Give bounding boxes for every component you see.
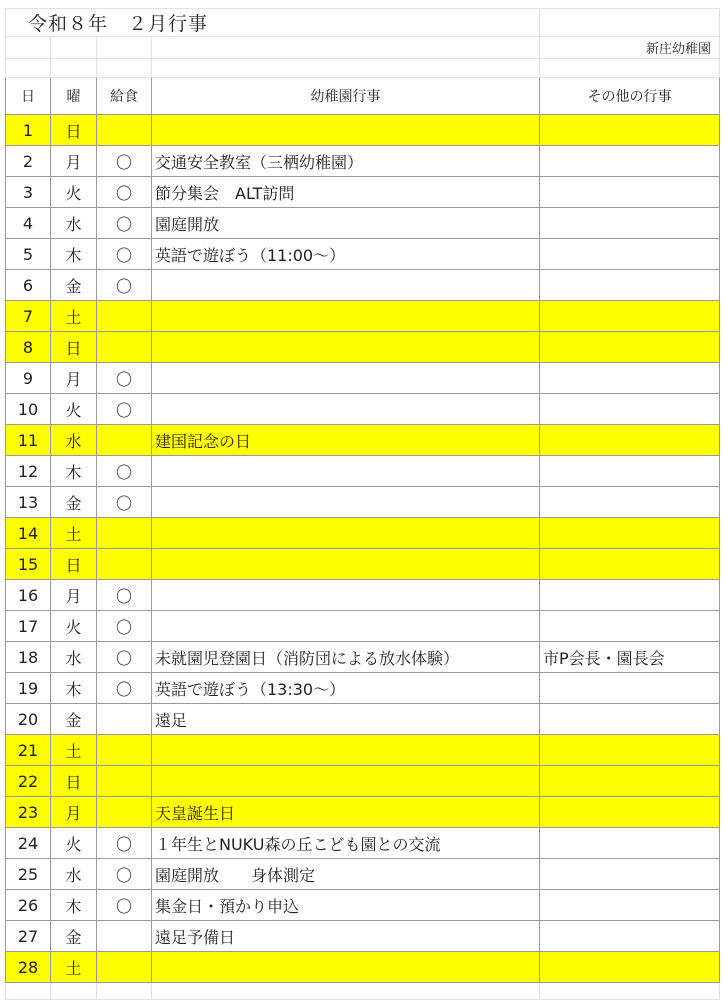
lunch-cell[interactable] bbox=[97, 518, 152, 549]
weekday-cell[interactable]: 水 bbox=[51, 859, 97, 890]
table-row bbox=[6, 549, 720, 580]
table-row bbox=[6, 518, 720, 549]
header-weekday[interactable]: 曜 bbox=[51, 78, 97, 115]
cell[interactable] bbox=[152, 983, 540, 1000]
event-cell[interactable]: 未就園児登園日（消防団による放水体験） bbox=[152, 642, 540, 673]
event-cell[interactable]: 英語で遊ぼう（13:30～） bbox=[152, 673, 540, 704]
other-event-cell[interactable] bbox=[540, 611, 720, 642]
weekday-cell[interactable]: 日 bbox=[51, 766, 97, 797]
weekday-cell[interactable]: 土 bbox=[51, 735, 97, 766]
day-cell[interactable]: 17 bbox=[6, 611, 51, 642]
event-cell[interactable] bbox=[152, 115, 540, 146]
weekday-cell[interactable]: 木 bbox=[51, 673, 97, 704]
other-event-cell[interactable] bbox=[540, 208, 720, 239]
header-day[interactable]: 日 bbox=[6, 78, 51, 115]
lunch-cell[interactable]: 〇 bbox=[97, 270, 152, 301]
weekday-cell[interactable]: 木 bbox=[51, 456, 97, 487]
event-cell[interactable] bbox=[152, 456, 540, 487]
table-row bbox=[6, 580, 720, 611]
event-cell[interactable] bbox=[152, 735, 540, 766]
table-row bbox=[6, 115, 720, 146]
event-cell[interactable]: 集金日・預かり申込 bbox=[152, 890, 540, 921]
weekday-cell[interactable]: 火 bbox=[51, 828, 97, 859]
other-event-cell[interactable] bbox=[540, 518, 720, 549]
event-cell[interactable] bbox=[152, 952, 540, 983]
other-event-cell[interactable] bbox=[540, 673, 720, 704]
page-title[interactable]: 令和８年 ２月行事 bbox=[6, 9, 540, 37]
lunch-cell[interactable] bbox=[97, 332, 152, 363]
other-event-cell[interactable] bbox=[540, 766, 720, 797]
header-other-events[interactable]: その他の行事 bbox=[540, 78, 720, 115]
weekday-cell[interactable]: 日 bbox=[51, 332, 97, 363]
table-row bbox=[6, 425, 720, 456]
other-event-cell[interactable] bbox=[540, 828, 720, 859]
lunch-cell[interactable] bbox=[97, 704, 152, 735]
lunch-cell[interactable] bbox=[97, 766, 152, 797]
day-cell[interactable]: 15 bbox=[6, 549, 51, 580]
other-event-cell[interactable] bbox=[540, 487, 720, 518]
weekday-cell[interactable]: 金 bbox=[51, 921, 97, 952]
day-cell[interactable]: 11 bbox=[6, 425, 51, 456]
event-cell[interactable] bbox=[152, 487, 540, 518]
footer bbox=[6, 983, 720, 1000]
event-cell[interactable] bbox=[152, 301, 540, 332]
title-empty-cell[interactable] bbox=[540, 9, 720, 37]
event-cell[interactable] bbox=[152, 394, 540, 425]
table-row bbox=[6, 859, 720, 890]
event-cell[interactable] bbox=[152, 766, 540, 797]
cell[interactable] bbox=[51, 37, 97, 59]
other-event-cell[interactable] bbox=[540, 580, 720, 611]
weekday-cell[interactable]: 木 bbox=[51, 239, 97, 270]
blank-footer-row bbox=[6, 983, 720, 1000]
weekday-cell[interactable]: 火 bbox=[51, 611, 97, 642]
cell[interactable] bbox=[540, 983, 720, 1000]
event-cell[interactable] bbox=[152, 363, 540, 394]
lunch-cell[interactable]: 〇 bbox=[97, 859, 152, 890]
weekday-cell[interactable]: 土 bbox=[51, 301, 97, 332]
weekday-cell[interactable]: 水 bbox=[51, 425, 97, 456]
day-cell[interactable]: 24 bbox=[6, 828, 51, 859]
weekday-cell[interactable]: 金 bbox=[51, 270, 97, 301]
cell[interactable] bbox=[51, 59, 97, 78]
other-event-cell[interactable] bbox=[540, 301, 720, 332]
event-cell[interactable]: 園庭開放 身体測定 bbox=[152, 859, 540, 890]
day-cell[interactable]: 13 bbox=[6, 487, 51, 518]
day-cell[interactable]: 20 bbox=[6, 704, 51, 735]
cell[interactable] bbox=[6, 983, 51, 1000]
weekday-cell[interactable]: 日 bbox=[51, 115, 97, 146]
cell[interactable] bbox=[152, 59, 540, 78]
table-row bbox=[6, 208, 720, 239]
event-cell[interactable] bbox=[152, 580, 540, 611]
other-event-cell[interactable] bbox=[540, 363, 720, 394]
lunch-cell[interactable]: 〇 bbox=[97, 239, 152, 270]
other-event-cell[interactable] bbox=[540, 394, 720, 425]
lunch-cell[interactable] bbox=[97, 115, 152, 146]
other-event-cell[interactable] bbox=[540, 890, 720, 921]
lunch-cell[interactable]: 〇 bbox=[97, 487, 152, 518]
event-cell[interactable]: 交通安全教室（三栖幼稚園） bbox=[152, 146, 540, 177]
cell[interactable] bbox=[6, 59, 51, 78]
table-row bbox=[6, 673, 720, 704]
other-event-cell[interactable] bbox=[540, 456, 720, 487]
cell[interactable] bbox=[97, 59, 152, 78]
other-event-cell[interactable] bbox=[540, 332, 720, 363]
other-event-cell[interactable] bbox=[540, 425, 720, 456]
weekday-cell[interactable]: 火 bbox=[51, 394, 97, 425]
school-name[interactable]: 新庄幼稚園 bbox=[540, 37, 720, 59]
lunch-cell[interactable] bbox=[97, 952, 152, 983]
cell[interactable] bbox=[540, 59, 720, 78]
day-cell[interactable]: 19 bbox=[6, 673, 51, 704]
event-cell[interactable] bbox=[152, 518, 540, 549]
table-row bbox=[6, 270, 720, 301]
day-cell[interactable]: 27 bbox=[6, 921, 51, 952]
lunch-cell[interactable]: 〇 bbox=[97, 580, 152, 611]
table-row bbox=[6, 704, 720, 735]
day-cell[interactable]: 9 bbox=[6, 363, 51, 394]
table-row bbox=[6, 363, 720, 394]
other-event-cell[interactable] bbox=[540, 704, 720, 735]
event-cell[interactable]: 園庭開放 bbox=[152, 208, 540, 239]
lunch-cell[interactable]: 〇 bbox=[97, 208, 152, 239]
event-cell[interactable]: 遠足予備日 bbox=[152, 921, 540, 952]
cell[interactable] bbox=[152, 37, 540, 59]
other-event-cell[interactable] bbox=[540, 177, 720, 208]
event-cell[interactable] bbox=[152, 549, 540, 580]
other-event-cell[interactable] bbox=[540, 952, 720, 983]
lunch-cell[interactable]: 〇 bbox=[97, 363, 152, 394]
cell[interactable] bbox=[6, 37, 51, 59]
day-cell[interactable]: 4 bbox=[6, 208, 51, 239]
other-event-cell[interactable] bbox=[540, 115, 720, 146]
lunch-cell[interactable]: 〇 bbox=[97, 177, 152, 208]
lunch-cell[interactable] bbox=[97, 921, 152, 952]
other-event-cell[interactable] bbox=[540, 549, 720, 580]
day-cell[interactable]: 28 bbox=[6, 952, 51, 983]
day-cell[interactable]: 14 bbox=[6, 518, 51, 549]
cell[interactable] bbox=[97, 983, 152, 1000]
other-event-cell[interactable] bbox=[540, 239, 720, 270]
table-row bbox=[6, 301, 720, 332]
day-cell[interactable]: 5 bbox=[6, 239, 51, 270]
day-cell[interactable]: 1 bbox=[6, 115, 51, 146]
event-cell[interactable]: 節分集会 ALT訪問 bbox=[152, 177, 540, 208]
header-row bbox=[6, 78, 720, 115]
header-lunch[interactable]: 給食 bbox=[97, 78, 152, 115]
event-cell[interactable] bbox=[152, 611, 540, 642]
lunch-cell[interactable] bbox=[97, 425, 152, 456]
day-cell[interactable]: 2 bbox=[6, 146, 51, 177]
table-row bbox=[6, 239, 720, 270]
table-row bbox=[6, 890, 720, 921]
weekday-cell[interactable]: 月 bbox=[51, 363, 97, 394]
lunch-cell[interactable]: 〇 bbox=[97, 673, 152, 704]
lunch-cell[interactable] bbox=[97, 549, 152, 580]
event-cell[interactable]: 英語で遊ぼう（11:00～） bbox=[152, 239, 540, 270]
weekday-cell[interactable]: 金 bbox=[51, 487, 97, 518]
cell[interactable] bbox=[97, 37, 152, 59]
weekday-cell[interactable]: 金 bbox=[51, 704, 97, 735]
day-cell[interactable]: 7 bbox=[6, 301, 51, 332]
lunch-cell[interactable] bbox=[97, 797, 152, 828]
day-cell[interactable]: 3 bbox=[6, 177, 51, 208]
blank-row bbox=[6, 59, 720, 78]
other-event-cell[interactable] bbox=[540, 270, 720, 301]
weekday-cell[interactable]: 月 bbox=[51, 797, 97, 828]
weekday-cell[interactable]: 日 bbox=[51, 549, 97, 580]
weekday-cell[interactable]: 月 bbox=[51, 146, 97, 177]
weekday-cell[interactable]: 土 bbox=[51, 518, 97, 549]
day-cell[interactable]: 26 bbox=[6, 890, 51, 921]
table-row bbox=[6, 332, 720, 363]
day-cell[interactable]: 8 bbox=[6, 332, 51, 363]
table-row bbox=[6, 611, 720, 642]
table-row bbox=[6, 642, 720, 673]
other-event-cell[interactable] bbox=[540, 146, 720, 177]
event-cell[interactable] bbox=[152, 332, 540, 363]
header-kindergarten-events[interactable]: 幼稚園行事 bbox=[152, 78, 540, 115]
day-cell[interactable]: 12 bbox=[6, 456, 51, 487]
lunch-cell[interactable]: 〇 bbox=[97, 828, 152, 859]
table-row bbox=[6, 766, 720, 797]
day-cell[interactable]: 22 bbox=[6, 766, 51, 797]
schedule-sheet bbox=[5, 8, 720, 1000]
lunch-cell[interactable]: 〇 bbox=[97, 642, 152, 673]
weekday-cell[interactable]: 土 bbox=[51, 952, 97, 983]
day-cell[interactable]: 18 bbox=[6, 642, 51, 673]
lunch-cell[interactable] bbox=[97, 735, 152, 766]
lunch-cell[interactable]: 〇 bbox=[97, 611, 152, 642]
day-cell[interactable]: 25 bbox=[6, 859, 51, 890]
school-row bbox=[6, 37, 720, 59]
other-event-cell[interactable]: 市P会長・園長会 bbox=[540, 642, 720, 673]
day-cell[interactable]: 10 bbox=[6, 394, 51, 425]
title-row bbox=[6, 9, 720, 37]
event-cell[interactable] bbox=[152, 270, 540, 301]
table-row bbox=[6, 952, 720, 983]
lunch-cell[interactable] bbox=[97, 301, 152, 332]
table-row bbox=[6, 177, 720, 208]
event-cell[interactable]: 天皇誕生日 bbox=[152, 797, 540, 828]
table-row bbox=[6, 394, 720, 425]
event-cell[interactable]: １年生とNUKU森の丘こども園との交流 bbox=[152, 828, 540, 859]
event-cell[interactable]: 建国記念の日 bbox=[152, 425, 540, 456]
table-row bbox=[6, 146, 720, 177]
lunch-cell[interactable]: 〇 bbox=[97, 146, 152, 177]
schedule-table bbox=[6, 78, 720, 983]
day-cell[interactable]: 6 bbox=[6, 270, 51, 301]
weekday-cell[interactable]: 水 bbox=[51, 642, 97, 673]
table-row bbox=[6, 735, 720, 766]
weekday-cell[interactable]: 月 bbox=[51, 580, 97, 611]
table-row bbox=[6, 487, 720, 518]
table-row bbox=[6, 797, 720, 828]
day-cell[interactable]: 16 bbox=[6, 580, 51, 611]
table-row bbox=[6, 921, 720, 952]
other-event-cell[interactable] bbox=[540, 859, 720, 890]
other-event-cell[interactable] bbox=[540, 921, 720, 952]
other-event-cell[interactable] bbox=[540, 797, 720, 828]
lunch-cell[interactable]: 〇 bbox=[97, 456, 152, 487]
weekday-cell[interactable]: 火 bbox=[51, 177, 97, 208]
table-row bbox=[6, 828, 720, 859]
day-cell[interactable]: 21 bbox=[6, 735, 51, 766]
weekday-cell[interactable]: 木 bbox=[51, 890, 97, 921]
table-row bbox=[6, 456, 720, 487]
day-cell[interactable]: 23 bbox=[6, 797, 51, 828]
other-event-cell[interactable] bbox=[540, 735, 720, 766]
cell[interactable] bbox=[51, 983, 97, 1000]
weekday-cell[interactable]: 水 bbox=[51, 208, 97, 239]
lunch-cell[interactable]: 〇 bbox=[97, 890, 152, 921]
event-cell[interactable]: 遠足 bbox=[152, 704, 540, 735]
lunch-cell[interactable]: 〇 bbox=[97, 394, 152, 425]
